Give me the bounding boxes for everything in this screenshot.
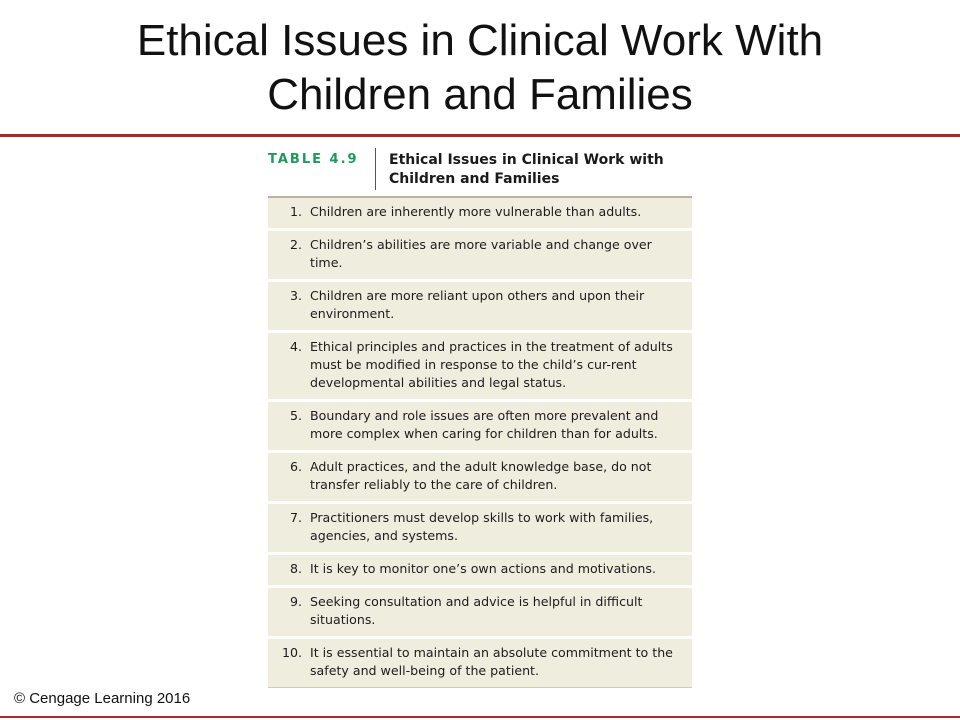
row-text: Children are inherently more vulnerable than adults. bbox=[310, 204, 642, 219]
row-text: Ethical principles and practices in the treatment of adults must be modified in response to the child’s cur-rent developmental abilities and legal status. bbox=[310, 339, 673, 390]
row-text: Seeking consultation and advice is helpful in difficult situations. bbox=[310, 594, 643, 627]
table-row bbox=[268, 333, 692, 402]
row-number: 4. bbox=[289, 339, 302, 354]
row-text: Boundary and role issues are often more prevalent and more complex when caring for children than for adults. bbox=[310, 408, 659, 441]
row-number: 8. bbox=[289, 561, 302, 576]
table-body bbox=[268, 198, 692, 688]
row-text: Children’s abilities are more variable and change over time. bbox=[310, 237, 652, 270]
table-row bbox=[268, 402, 692, 453]
table-row bbox=[268, 282, 692, 333]
table-header bbox=[268, 148, 692, 194]
table-header-divider bbox=[375, 148, 376, 190]
table-caption bbox=[389, 151, 689, 189]
row-number: 6. bbox=[289, 459, 302, 474]
table-row bbox=[268, 504, 692, 555]
row-number: 2. bbox=[289, 237, 302, 252]
table-caption-line-2: Children and Families bbox=[389, 171, 560, 187]
row-text: It is key to monitor one’s own actions and motivations. bbox=[310, 561, 656, 576]
row-number: 10. bbox=[281, 645, 302, 660]
row-number: 5. bbox=[289, 408, 302, 423]
slide-title bbox=[40, 14, 920, 122]
row-number: 1. bbox=[289, 204, 302, 219]
slide-title-line-2: Children and Families bbox=[267, 70, 693, 119]
row-text: Adult practices, and the adult knowledge base, do not transfer reliably to the care of children. bbox=[310, 459, 652, 492]
table-label: TABLE 4.9 bbox=[268, 152, 359, 167]
row-text: Children are more reliant upon others and upon their environment. bbox=[310, 288, 645, 321]
title-divider bbox=[0, 134, 960, 137]
row-number: 9. bbox=[289, 594, 302, 609]
copyright-notice: © Cengage Learning 2016 bbox=[14, 690, 191, 707]
table-row bbox=[268, 639, 692, 687]
table-row bbox=[268, 231, 692, 282]
slide-title-line-1: Ethical Issues in Clinical Work With bbox=[136, 16, 824, 65]
table-row bbox=[268, 453, 692, 504]
table-row bbox=[268, 588, 692, 639]
row-number: 3. bbox=[289, 288, 302, 303]
table-row bbox=[268, 198, 692, 231]
row-text: It is essential to maintain an absolute commitment to the safety and well-being of the patient. bbox=[310, 645, 673, 678]
table-row bbox=[268, 555, 692, 588]
row-number: 7. bbox=[289, 510, 302, 525]
bottom-divider bbox=[0, 716, 960, 718]
table-figure bbox=[268, 148, 692, 688]
row-text: Practitioners must develop skills to work with families, agencies, and systems. bbox=[310, 510, 654, 543]
table-caption-line-1: Ethical Issues in Clinical Work with bbox=[389, 152, 664, 168]
